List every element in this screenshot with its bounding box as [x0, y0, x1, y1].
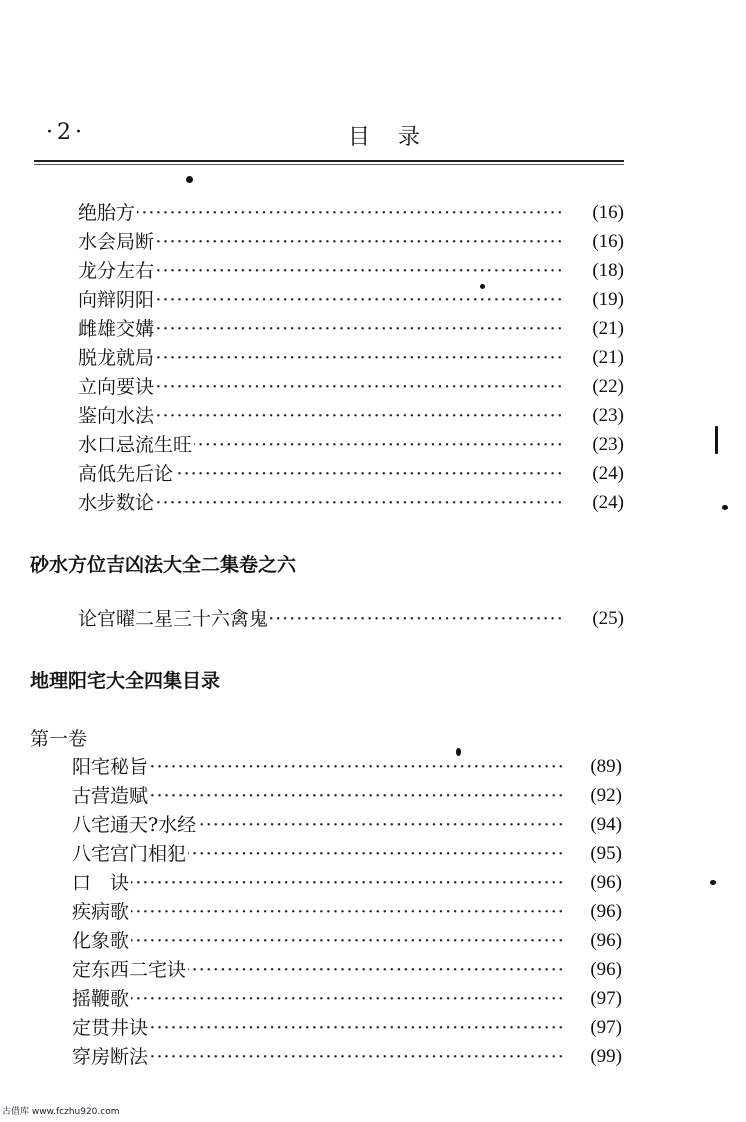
dot-leader	[72, 985, 562, 1013]
toc-entry	[72, 927, 622, 955]
toc-entry-title: 化象歌	[72, 927, 131, 955]
toc-entry	[72, 753, 622, 781]
toc-entry-title: 疾病歌	[72, 898, 131, 926]
toc-entry-title: 定贯井诀	[72, 1014, 150, 1042]
toc-entry-title: 水口忌流生旺	[78, 431, 194, 459]
page-header	[46, 120, 686, 152]
section-heading-sha-shui: 砂水方位吉凶法大全二集卷之六	[30, 554, 297, 576]
toc-entry-title: 鉴向水法	[78, 402, 156, 430]
toc-entry-title: 定东西二宅诀	[72, 956, 188, 984]
toc-entry-page: (24)	[566, 489, 624, 517]
toc-entry	[72, 898, 622, 926]
toc-entry-page: (95)	[564, 840, 622, 868]
toc-entry-page: (96)	[564, 898, 622, 926]
toc-entry	[78, 315, 624, 343]
toc-entry	[72, 1043, 622, 1071]
toc-entry	[78, 489, 624, 517]
scan-speck	[722, 505, 728, 510]
toc-entry-page: (21)	[566, 315, 624, 343]
toc-entry-page: (99)	[564, 1043, 622, 1071]
toc-entry	[78, 228, 624, 256]
toc-entry	[78, 373, 624, 401]
toc-entry-page: (94)	[564, 811, 622, 839]
toc-entry-page: (16)	[566, 228, 624, 256]
toc-entry-page: (24)	[566, 460, 624, 488]
scan-speck	[480, 284, 485, 289]
page-title: 目录	[348, 125, 449, 150]
toc-entry	[72, 869, 622, 897]
toc-entry	[78, 605, 624, 633]
dot-leader	[72, 898, 562, 926]
page-number: ·2·	[46, 120, 86, 145]
toc-entry	[72, 956, 622, 984]
toc-entry-title: 古营造赋	[72, 782, 150, 810]
header-rule	[34, 160, 624, 162]
toc-entry	[72, 1014, 622, 1042]
toc-entry-page: (89)	[564, 753, 622, 781]
scan-speck	[456, 748, 461, 756]
toc-entry-title: 高低先后论	[78, 460, 175, 488]
toc-entry-title: 脱龙就局	[78, 344, 156, 372]
toc-entry-title: 阳宅秘旨	[72, 753, 150, 781]
toc-entry-page: (21)	[566, 344, 624, 372]
toc-entry-title: 八宅宫门相犯	[72, 840, 188, 868]
toc-entry	[78, 402, 624, 430]
section-heading-yang-zhai: 地理阳宅大全四集目录	[30, 670, 221, 692]
toc-entry	[78, 199, 624, 227]
dot-leader	[72, 927, 562, 955]
dot-leader	[78, 199, 564, 227]
toc-entry-page: (23)	[566, 431, 624, 459]
toc-entry-page: (18)	[566, 257, 624, 285]
toc-entry-title: 八宅通天?水经	[72, 811, 198, 839]
toc-entry-title: 水步数论	[78, 489, 156, 517]
toc-entry-title: 口 诀	[72, 869, 131, 897]
header-rule-thin	[34, 164, 624, 165]
toc-entry-title: 水会局断	[78, 228, 156, 256]
toc-entry-page: (96)	[564, 927, 622, 955]
toc-entry-title: 绝胎方	[78, 199, 137, 227]
toc-entry-page: (22)	[566, 373, 624, 401]
toc-entry-page: (25)	[566, 605, 624, 633]
scan-speck	[715, 426, 718, 454]
scan-speck	[710, 880, 716, 885]
toc-entry-page: (97)	[564, 1014, 622, 1042]
toc-entry	[72, 782, 622, 810]
watermark-footer: 古借库 www.fczhu920.com	[2, 1107, 120, 1117]
toc-entry-page: (97)	[564, 985, 622, 1013]
toc-entry-title: 龙分左右	[78, 257, 156, 285]
toc-entry-page: (16)	[566, 199, 624, 227]
toc-entry-page: (19)	[566, 286, 624, 314]
volume-label: 第一卷	[30, 728, 88, 750]
toc-entry-page: (23)	[566, 402, 624, 430]
toc-entry	[78, 257, 624, 285]
toc-entry-page: (92)	[564, 782, 622, 810]
toc-entry	[72, 985, 622, 1013]
toc-entry	[78, 344, 624, 372]
toc-entry-title: 立向要诀	[78, 373, 156, 401]
toc-entry-title: 向辩阴阳	[78, 286, 156, 314]
toc-entry-title: 摇鞭歌	[72, 985, 131, 1013]
toc-entry-title: 穿房断法	[72, 1043, 150, 1071]
scan-speck	[186, 176, 193, 183]
dot-leader	[72, 869, 562, 897]
toc-entry-page: (96)	[564, 869, 622, 897]
toc-entry	[78, 431, 624, 459]
toc-entry-title: 论官曜二星三十六禽鬼	[78, 605, 270, 633]
toc-entry	[78, 460, 624, 488]
toc-entry	[78, 286, 624, 314]
toc-entry	[72, 811, 622, 839]
toc-entry-page: (96)	[564, 956, 622, 984]
toc-entry	[72, 840, 622, 868]
toc-entry-title: 雌雄交媾	[78, 315, 156, 343]
